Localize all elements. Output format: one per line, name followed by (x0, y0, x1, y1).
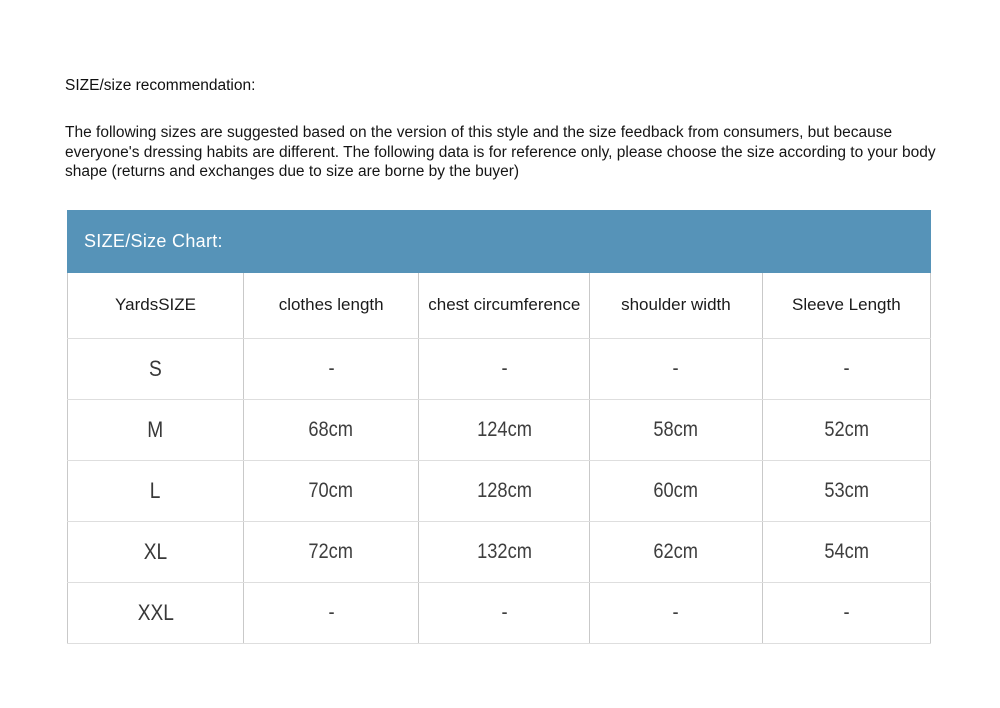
chest-circumference-value: 132cm (476, 539, 532, 563)
table-row-xl (68, 521, 931, 582)
column-header-chest-circumference: chest circumference (419, 273, 590, 338)
shoulder-width-cell (590, 521, 763, 582)
size-recommendation-heading: SIZE/size recommendation: (65, 77, 256, 94)
column-header-clothes-length: clothes length (244, 273, 419, 338)
shoulder-width-cell (590, 399, 763, 460)
chest-circumference-cell (419, 521, 590, 582)
column-header-sleeve-length: Sleeve Length (762, 273, 930, 338)
sleeve-length-value: 54cm (823, 539, 869, 563)
size-recommendation-text: The following sizes are suggested based on the version of this style and the size feedback from consumers, but because everyone's dressing habits are different. The following data is for reference only, please choose the size according to your body shape (returns and exchanges due to size are borne by the buyer) (65, 124, 936, 181)
size-chart-table (67, 273, 931, 644)
sleeve-length-cell (762, 399, 930, 460)
size-chart-section (67, 210, 931, 644)
sleeve-length-cell (762, 460, 930, 521)
clothes-length-value: 68cm (308, 417, 354, 441)
shoulder-width-cell (590, 338, 763, 399)
size-label-cell (68, 460, 244, 521)
size-label-cell (68, 399, 244, 460)
size-label: XL (143, 538, 168, 564)
clothes-length-cell (244, 338, 419, 399)
size-chart-title: SIZE/Size Chart: (84, 231, 223, 251)
clothes-length-value: - (328, 356, 335, 380)
sleeve-length-value: - (843, 356, 850, 380)
clothes-length-cell (244, 521, 419, 582)
table-row-m (68, 399, 931, 460)
shoulder-width-cell (590, 582, 763, 643)
size-label: XXL (137, 599, 174, 625)
shoulder-width-value: - (672, 600, 679, 624)
table-header-row (68, 273, 931, 338)
chest-circumference-cell (419, 460, 590, 521)
clothes-length-value: 72cm (308, 539, 354, 563)
clothes-length-cell (244, 460, 419, 521)
size-label: L (150, 477, 161, 503)
sleeve-length-cell (762, 521, 930, 582)
clothes-length-value: 70cm (308, 478, 354, 502)
size-label-cell (68, 338, 244, 399)
chest-circumference-cell (419, 338, 590, 399)
sleeve-length-value: 53cm (823, 478, 869, 502)
chest-circumference-value: - (501, 356, 508, 380)
chest-circumference-value: - (501, 600, 508, 624)
size-label: M (147, 416, 164, 442)
sleeve-length-value: - (843, 600, 850, 624)
table-row-s (68, 338, 931, 399)
size-chart-title-bar (67, 210, 931, 273)
sleeve-length-cell (762, 338, 930, 399)
shoulder-width-cell (590, 460, 763, 521)
sleeve-length-value: 52cm (823, 417, 869, 441)
sleeve-length-cell (762, 582, 930, 643)
column-header-shoulder-width: shoulder width (590, 273, 763, 338)
chest-circumference-cell (419, 399, 590, 460)
shoulder-width-value: 62cm (653, 539, 699, 563)
size-label-cell (68, 521, 244, 582)
size-label-cell (68, 582, 244, 643)
clothes-length-value: - (328, 600, 335, 624)
table-row-l (68, 460, 931, 521)
shoulder-width-value: - (672, 356, 679, 380)
chest-circumference-value: 128cm (476, 478, 532, 502)
chest-circumference-cell (419, 582, 590, 643)
table-row-xxl (68, 582, 931, 643)
shoulder-width-value: 58cm (653, 417, 699, 441)
clothes-length-cell (244, 399, 419, 460)
size-label: S (149, 355, 162, 381)
chest-circumference-value: 124cm (476, 417, 532, 441)
column-header-size: YardsSIZE (68, 273, 244, 338)
shoulder-width-value: 60cm (653, 478, 699, 502)
clothes-length-cell (244, 582, 419, 643)
